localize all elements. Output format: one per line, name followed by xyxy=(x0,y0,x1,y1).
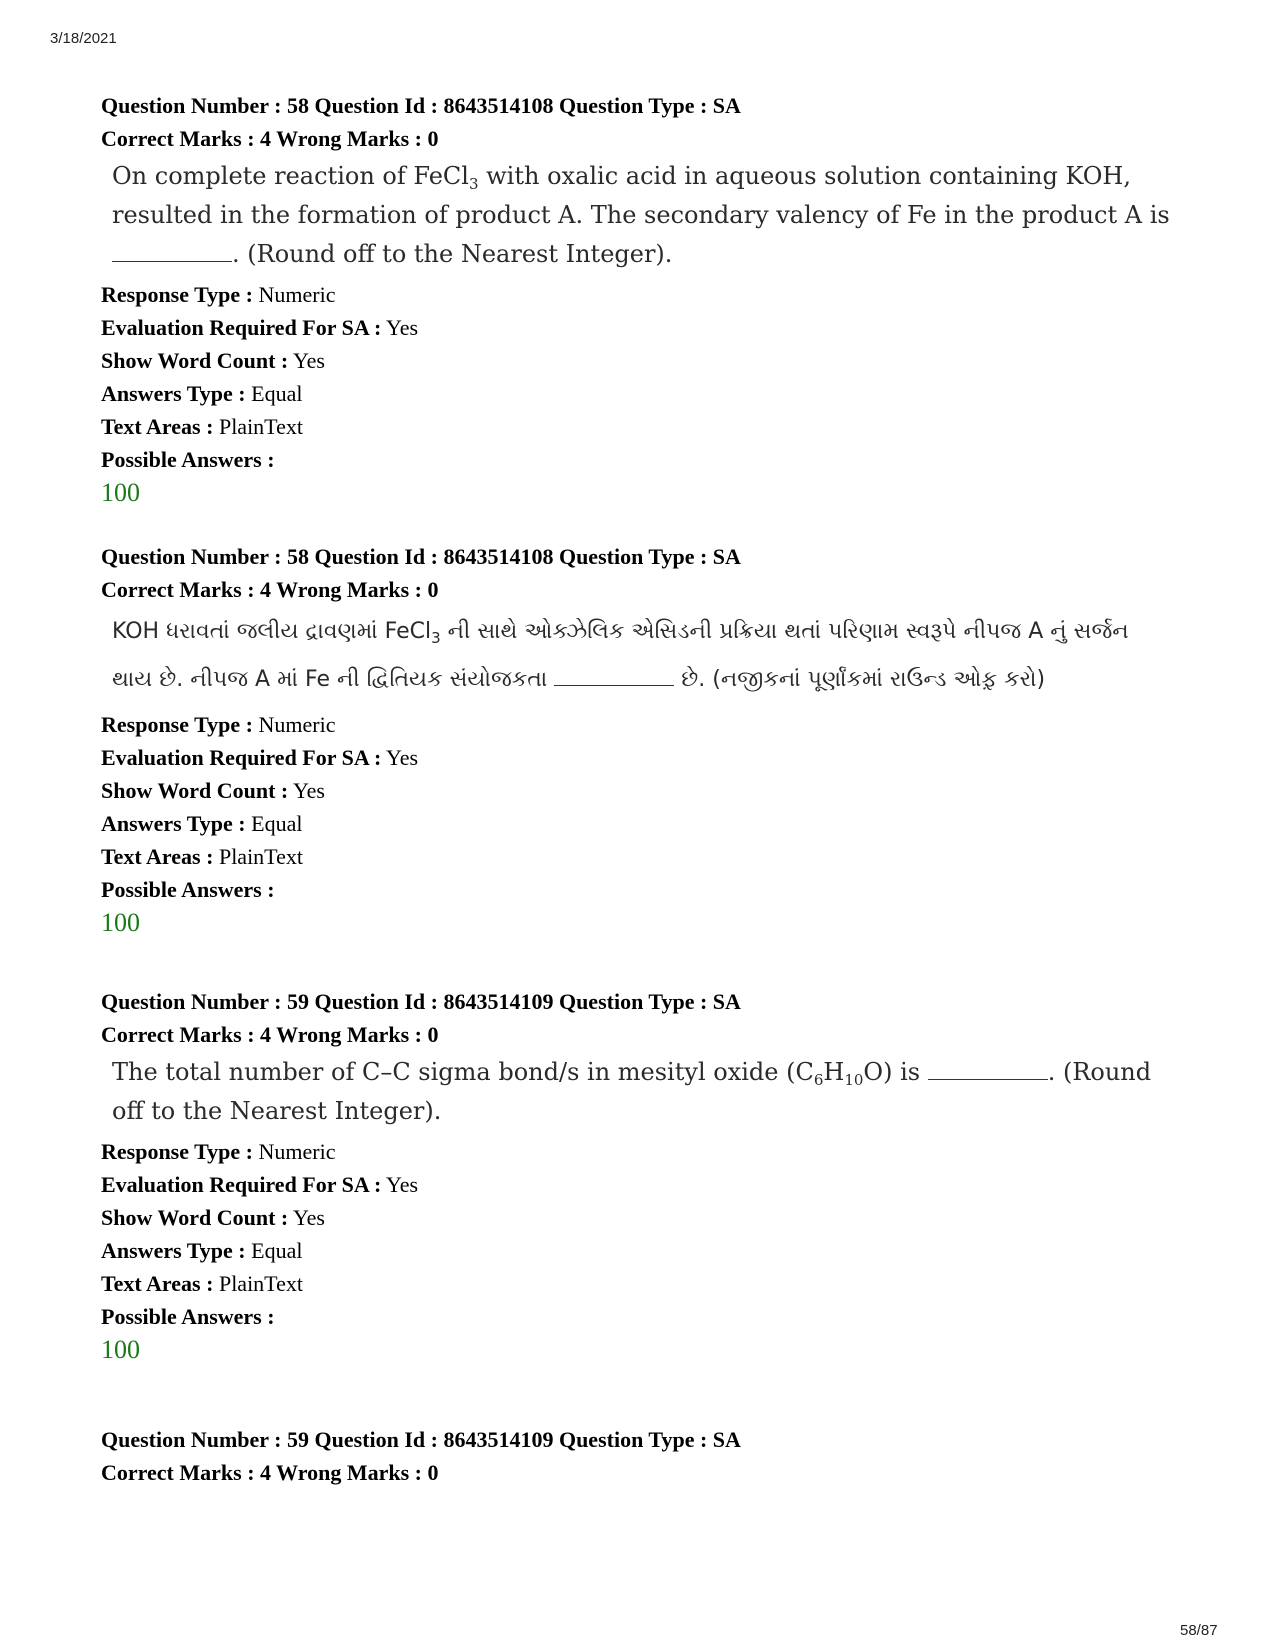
text-areas-row: Text Areas : PlainText xyxy=(101,414,303,439)
text-areas-row: Text Areas : PlainText xyxy=(101,1271,303,1296)
word-count-row: Show Word Count : Yes xyxy=(101,348,325,373)
answer-blank xyxy=(928,1078,1048,1080)
word-count-row: Show Word Count : Yes xyxy=(101,1205,325,1230)
response-type-row: Response Type : Numeric xyxy=(101,712,336,737)
question-header: Question Number : 58 Question Id : 8643514108 Question Type : SA xyxy=(101,544,741,569)
evaluation-row: Evaluation Required For SA : Yes xyxy=(101,745,419,770)
word-count-row: Show Word Count : Yes xyxy=(101,778,325,803)
evaluation-row: Evaluation Required For SA : Yes xyxy=(101,1172,419,1197)
page-number: 58/87 xyxy=(1180,1622,1218,1639)
answers-type-row: Answers Type : Equal xyxy=(101,811,303,836)
possible-answers-label: Possible Answers : xyxy=(101,447,275,472)
possible-answers-label: Possible Answers : xyxy=(101,1304,275,1329)
question-header: Question Number : 58 Question Id : 8643514108 Question Type : SA xyxy=(101,93,741,118)
question-block-58-gujarati xyxy=(101,540,1171,940)
possible-answer-value: 100 xyxy=(101,1335,140,1364)
question-text: On complete reaction of FeCl$_3$ with oxalic acid in aqueous solution containing KOH, resulted in the formation of product A. The secondary valency of Fe in the product A is . (Round off to the Nearest Integer). xyxy=(112,162,1170,268)
answers-type-row: Answers Type : Equal xyxy=(101,381,303,406)
answer-blank xyxy=(554,684,674,686)
evaluation-row: Evaluation Required For SA : Yes xyxy=(101,315,419,340)
question-header: Question Number : 59 Question Id : 8643514109 Question Type : SA xyxy=(101,989,741,1014)
text-areas-row: Text Areas : PlainText xyxy=(101,844,303,869)
question-block-58-english xyxy=(101,89,1171,510)
question-block-59-gujarati xyxy=(101,1423,1171,1489)
marks-header: Correct Marks : 4 Wrong Marks : 0 xyxy=(101,577,439,602)
answers-type-row: Answers Type : Equal xyxy=(101,1238,303,1263)
question-block-59-english xyxy=(101,985,1171,1367)
possible-answer-value: 100 xyxy=(101,908,140,937)
question-header: Question Number : 59 Question Id : 8643514109 Question Type : SA xyxy=(101,1427,741,1452)
marks-header: Correct Marks : 4 Wrong Marks : 0 xyxy=(101,1022,439,1047)
question-text: The total number of C–C sigma bond/s in mesityl oxide $(C_6H_{10}O)$ is . (Round off to the Nearest Integer). xyxy=(112,1058,1152,1125)
response-type-row: Response Type : Numeric xyxy=(101,1139,336,1164)
marks-header: Correct Marks : 4 Wrong Marks : 0 xyxy=(101,126,439,151)
page-date: 3/18/2021 xyxy=(50,30,117,47)
marks-header: Correct Marks : 4 Wrong Marks : 0 xyxy=(101,1460,439,1485)
question-text: KOH ધરાવતાં જલીય દ્રાવણમાં FeCl$_3$ ની સાથે ઓક્ઝેલિક એસિડની પ્રક્રિયા થતાં પરિણામ સ્વરૂપે નીપજ A નું સર્જન થાય છે. નીપજ A માં Fe ની દ્વિતિયક સંયોજકતા છે. (નજીકનાં પૂર્ણાંકમાં રાઉન્ડ ઓફ઼ કરો) xyxy=(112,619,1129,692)
possible-answer-value: 100 xyxy=(101,478,140,507)
response-type-row: Response Type : Numeric xyxy=(101,282,336,307)
answer-blank xyxy=(112,260,232,262)
possible-answers-label: Possible Answers : xyxy=(101,877,275,902)
